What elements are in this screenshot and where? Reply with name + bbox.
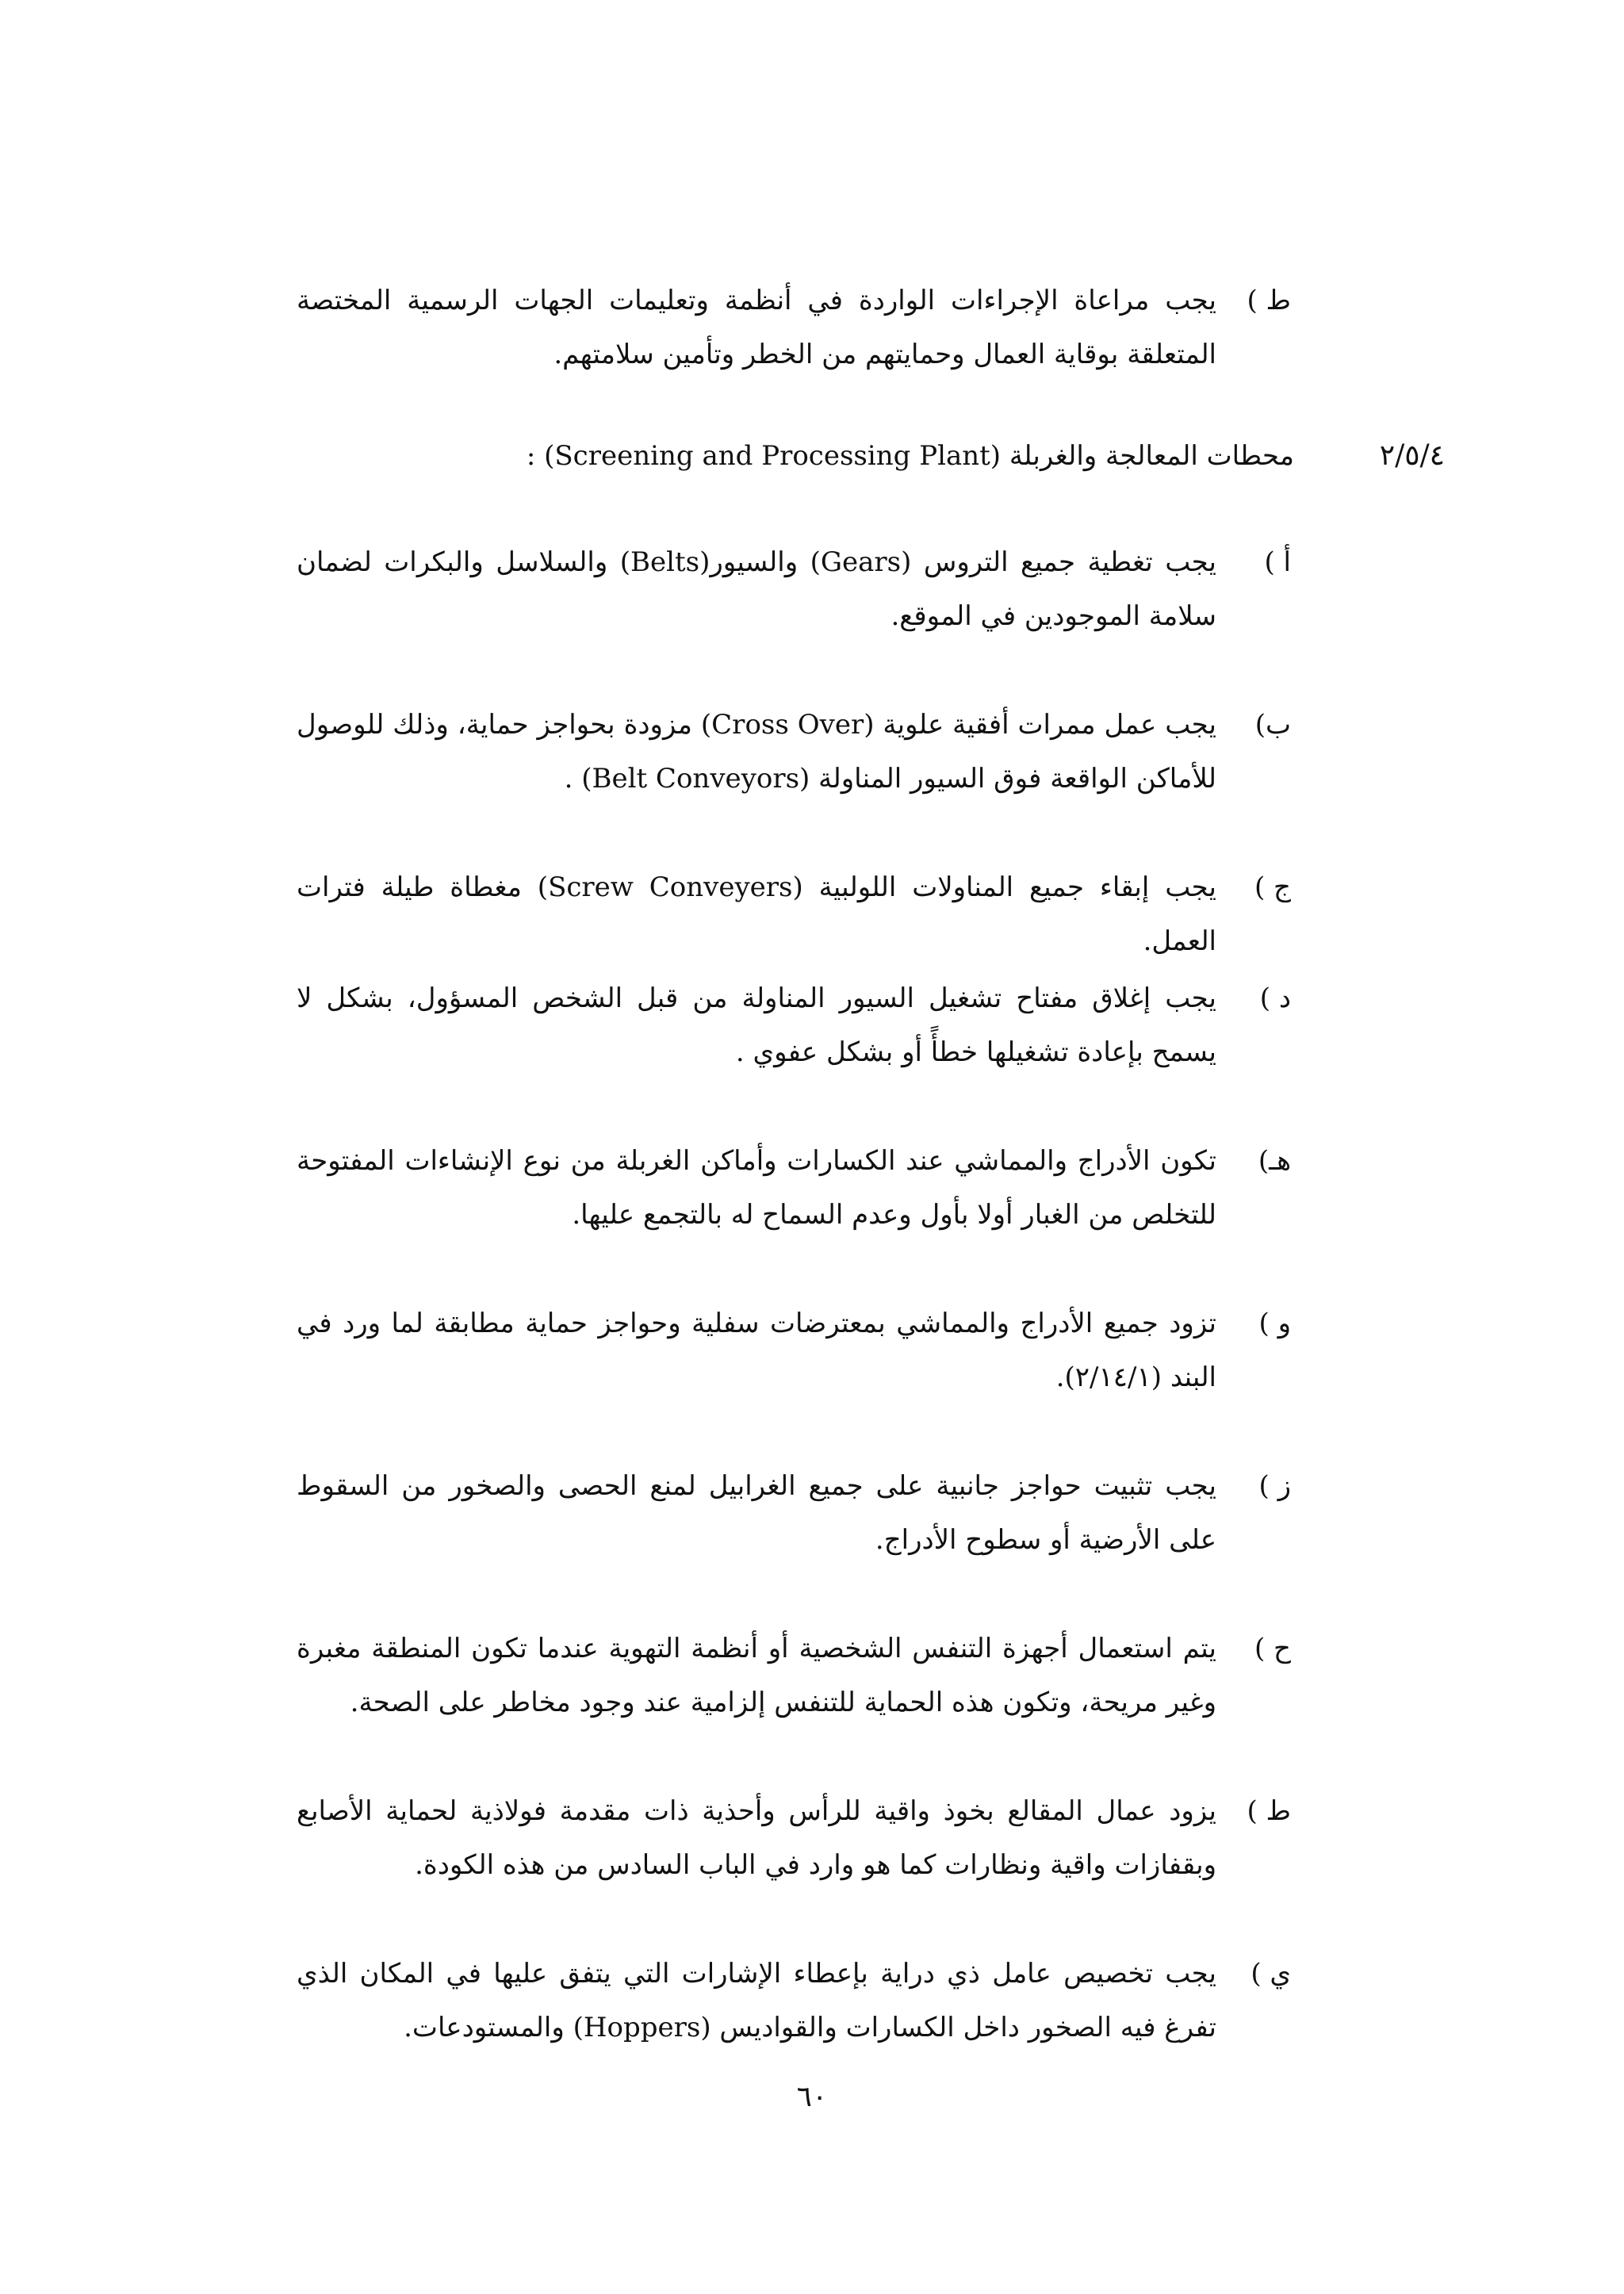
item-text: يجب عمل ممرات أفقية علوية (Cross Over) مزودة بحواجز حماية، وذلك للوصول للأماكن الواقعة فوق السيور المناولة (Belt Conveyors) . [297,709,1217,795]
section-number: ٢/٥/٤ [1379,439,1445,472]
item-label: د ) [1259,982,1291,1014]
item-label: ز ) [1258,1470,1291,1502]
item-text: يجب تثبيت حواجز جانبية على جميع الغرابيل لمنع الحصى والصخور من السقوط على الأرضية أو سطوح الأدراج. [297,1470,1216,1556]
item-label: ح ) [1254,1633,1291,1664]
item-text: يجب تغطية جميع التروس (Gears) والسيور(Belts) والسلاسل والبكرات لضمان سلامة الموجودين في الموقع. [297,546,1217,632]
item-text: يجب تخصيص عامل ذي دراية بإعطاء الإشارات التي يتفق عليها في المكان الذي تفرغ فيه الصخور داخل الكسارات والقواديس (Hoppers) والمستودعات. [297,1958,1216,2043]
item-label: ي ) [1251,1958,1291,1990]
item-text: يجب إبقاء جميع المناولات اللولبية (Screw Conveyers) مغطاة طيلة فترات العمل. [297,871,1217,957]
item-label: و ) [1258,1308,1291,1339]
item-label: ط ) [1247,1795,1291,1827]
item-text: يتم استعمال أجهزة التنفس الشخصية أو أنظمة التهوية عندما تكون المنطقة مغبرة وغير مريحة، وتكون هذه الحماية للتنفس إلزامية عند وجود مخاطر على الصحة. [297,1633,1216,1718]
item-label: ج ) [1254,871,1291,903]
item-label: ب) [1254,709,1291,741]
item-label: أ ) [1264,546,1291,578]
item-label: هـ) [1258,1145,1291,1177]
item-text: تزود جميع الأدراج والمماشي بمعترضات سفلية وحواجز حماية مطابقة لما ورد في البند (٢/١٤/١). [297,1308,1216,1393]
item-label: ط ) [1247,285,1291,316]
item-text: يجب مراعاة الإجراءات الواردة في أنظمة وتعليمات الجهات الرسمية المختصة المتعلقة بوقاية العمال وحمايتهم من الخطر وتأمين سلامتهم. [297,285,1216,370]
page-number: ٦٠ [796,2081,828,2113]
section-title: محطات المعالجة والغربلة (Screening and Processing Plant) : [526,440,1294,472]
item-text: يجب إغلاق مفتاح تشغيل السيور المناولة من قبل الشخص المسؤول، بشكل لا يسمح بإعادة تشغيلها خطأً أو بشكل عفوي . [297,982,1216,1068]
item-text: يزود عمال المقالع بخوذ واقية للرأس وأحذية ذات مقدمة فولاذية لحماية الأصابع وبقفازات واقية ونظارات كما هو وارد في الباب السادس من هذه الكودة. [297,1795,1216,1881]
item-text: تكون الأدراج والمماشي عند الكسارات وأماكن الغربلة من نوع الإنشاءات المفتوحة للتخلص من الغبار أولا بأول وعدم السماح له بالتجمع عليها. [297,1145,1216,1231]
